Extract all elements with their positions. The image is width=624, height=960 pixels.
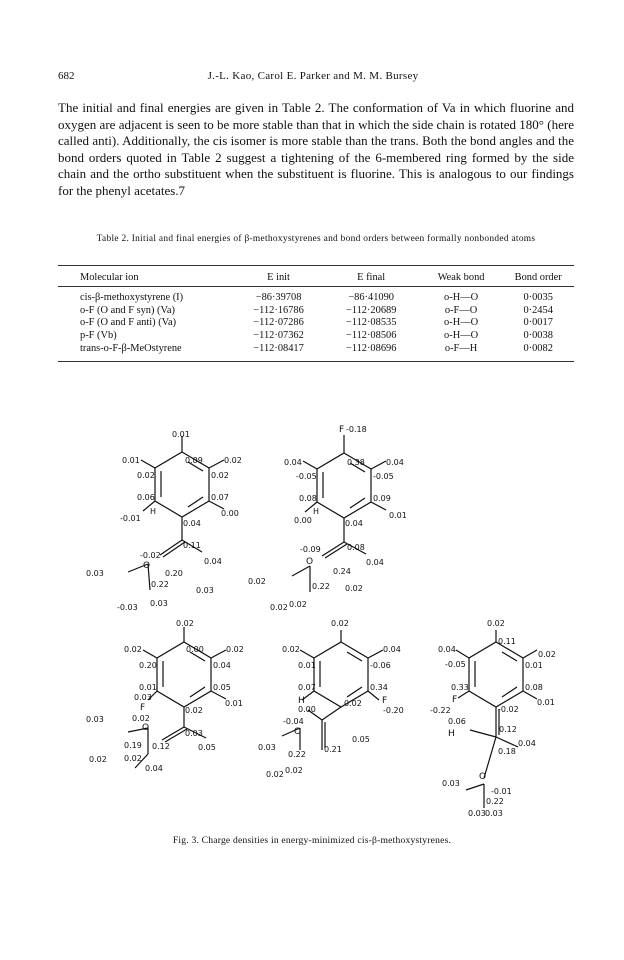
table-cell: −112·07362 — [253, 329, 304, 341]
label: -0.05 — [373, 472, 394, 481]
label: 0.02 — [185, 706, 203, 715]
label: -0.02 — [140, 551, 161, 560]
label: 0.02 — [248, 577, 266, 586]
label: 0.11 — [498, 637, 516, 646]
table-cell: −112·08696 — [345, 342, 397, 354]
label: 0.38 — [347, 458, 365, 467]
label: 0.04 — [183, 519, 201, 528]
table-cell: o-H—O — [444, 329, 479, 341]
table-cell: p-F (Vb) — [80, 329, 117, 341]
label: 0.04 — [518, 739, 536, 748]
label: 0.02 — [487, 619, 505, 628]
label: -0.05 — [445, 660, 466, 669]
label: 0.11 — [183, 541, 201, 550]
label: 0.06 — [448, 717, 466, 726]
label: F — [452, 695, 458, 705]
label: 0.03 — [86, 569, 104, 578]
label: -0.01 — [120, 514, 141, 523]
label: 0.04 — [438, 645, 456, 654]
table-cell: −86·41090 — [348, 291, 394, 303]
table-cell: 0·0038 — [523, 329, 553, 341]
table-row — [58, 305, 574, 318]
table-cell: trans-o-F-β-MeOstyrene — [80, 342, 182, 354]
label: 0.22 — [486, 797, 504, 806]
label: 0.02 — [89, 755, 107, 764]
col-header: Bond order — [502, 266, 574, 287]
label: O — [142, 723, 150, 733]
label: 0.08 — [347, 543, 365, 552]
table-cell: o-H—O — [444, 291, 479, 303]
label: 0.09 — [373, 494, 391, 503]
table-row — [58, 287, 574, 305]
label: 0.20 — [165, 569, 183, 578]
label: O — [306, 557, 314, 567]
label: 0.02 — [270, 603, 288, 612]
label: 0.33 — [451, 683, 469, 692]
label: 0.19 — [124, 741, 142, 750]
table-cell: −112·08506 — [345, 329, 397, 341]
label: 0.18 — [498, 747, 516, 756]
table-cell: 0·2454 — [523, 304, 553, 316]
label: 0.12 — [499, 725, 517, 734]
label: -0.04 — [283, 717, 304, 726]
label: 0.02 — [289, 600, 307, 609]
table-cell: 0·0082 — [523, 342, 553, 354]
table-row — [58, 330, 574, 343]
label: O — [143, 561, 151, 571]
charge-density-figure — [0, 380, 624, 830]
label: 0.04 — [145, 764, 163, 773]
label: 0.02 — [345, 584, 363, 593]
col-header: Weak bond — [420, 266, 503, 287]
label: 0.03 — [134, 693, 152, 702]
molecule-1 — [86, 430, 242, 612]
label: 0.01 — [298, 661, 316, 670]
table-header-row — [58, 266, 574, 287]
col-header: E final — [323, 266, 420, 287]
label: 0.08 — [525, 683, 543, 692]
label: 0.09 — [185, 456, 203, 465]
body-paragraph: The initial and final energies are given in Table 2. The conformation of Va in which fluorine and oxygen are adjacent is seen to be more stable than that in which the side chain is rotated 180° (here called anti). Additionally, the cis isomer is more stable than the trans. Both the bond angles and the bond orders quoted in Table 2 suggest a tightening of the 6-membered ring formed by the side chain and the ortho substituent when the substituent is fluorine. This is analogous to our findings for the phenyl acetates.7 — [58, 100, 574, 198]
label: -0.06 — [370, 661, 391, 670]
label: 0.02 — [132, 714, 150, 723]
table-caption: Table 2. Initial and final energies of β-methoxystyrenes and bond orders between formally nonbonded atoms — [96, 234, 536, 244]
label: 0.04 — [383, 645, 401, 654]
label: 0.22 — [312, 582, 330, 591]
label: H — [448, 729, 455, 739]
table-cell: −112·07286 — [253, 317, 304, 329]
label: -0.20 — [383, 706, 404, 715]
label: -0.18 — [346, 425, 367, 434]
author-line: J.-L. Kao, Carol E. Parker and M. M. Bursey — [207, 70, 419, 82]
label: 0.02 — [266, 770, 284, 779]
col-header: Molecular ion — [58, 266, 235, 287]
label: H — [298, 696, 305, 706]
col-header: E init — [235, 266, 323, 287]
label: O — [479, 772, 487, 782]
table-cell: −112·20689 — [345, 304, 397, 316]
label: 0.04 — [213, 661, 231, 670]
label: F — [382, 696, 388, 706]
label: 0.34 — [370, 683, 388, 692]
label: 0.02 — [124, 754, 142, 763]
label: 0.03 — [258, 743, 276, 752]
label: 0.02 — [282, 645, 300, 654]
label: 0.12 — [152, 742, 170, 751]
table-cell: 0·0035 — [523, 291, 553, 303]
label: 0.04 — [204, 557, 222, 566]
label: 0.02 — [331, 619, 349, 628]
label: 0.01 — [172, 430, 190, 439]
label: 0.02 — [224, 456, 242, 465]
table-cell: o-F—H — [444, 342, 478, 354]
label: 0.02 — [344, 699, 362, 708]
molecule-5 — [430, 619, 556, 818]
label: O — [294, 727, 302, 737]
label: 0.04 — [386, 458, 404, 467]
table-cell: o-F—O — [444, 304, 478, 316]
label: 0.00 — [294, 516, 312, 525]
molecule-4 — [258, 619, 404, 779]
label: 0.03 — [185, 729, 203, 738]
label: 0.08 — [299, 494, 317, 503]
label: 0.03 — [442, 779, 460, 788]
label: 0.05 — [198, 743, 216, 752]
label: 0.07 — [298, 683, 316, 692]
label: 0.02 — [285, 766, 303, 775]
label: 0.02 — [538, 650, 556, 659]
table-cell: 0·0017 — [523, 317, 553, 329]
label: 0.02 — [124, 645, 142, 654]
label: 0.02 — [137, 471, 155, 480]
molecule-2 — [248, 425, 407, 612]
label: F — [339, 425, 345, 435]
label: 0.01 — [225, 699, 243, 708]
label: H — [150, 507, 157, 516]
label: -0.05 — [296, 472, 317, 481]
label: 0.06 — [137, 493, 155, 502]
table-cell: −112·16786 — [253, 304, 304, 316]
label: 0.04 — [366, 558, 384, 567]
figure-caption: Fig. 3. Charge densities in energy-minimized cis-β-methoxystyrenes. — [172, 835, 452, 846]
table-cell: −86·39708 — [255, 291, 302, 303]
table-row — [58, 317, 574, 330]
table-cell: −112·08535 — [345, 317, 397, 329]
label: 0.05 — [352, 735, 370, 744]
label: 0.22 — [151, 580, 169, 589]
label: 0.00 — [298, 705, 316, 714]
label: 0.01 — [122, 456, 140, 465]
label: 0.01 — [389, 511, 407, 520]
label: 0.02 — [211, 471, 229, 480]
label: 0.03 — [86, 715, 104, 724]
table-cell: cis-β-methoxystyrene (I) — [80, 291, 184, 303]
label: 0.22 — [288, 750, 306, 759]
label: 0.21 — [324, 745, 342, 754]
table-cell: o-F (O and F syn) (Va) — [80, 304, 175, 316]
label: -0.02 — [498, 705, 519, 714]
label: 0.00 — [221, 509, 239, 518]
label: 0.03 — [196, 586, 214, 595]
label: 0.03 — [468, 809, 486, 818]
label: H — [313, 507, 320, 516]
label: 0.00 — [186, 645, 204, 654]
label: 0.20 — [139, 661, 157, 670]
label: 0.01 — [537, 698, 555, 707]
label: 0.02 — [226, 645, 244, 654]
label: 0.24 — [333, 567, 351, 576]
label: 0.04 — [345, 519, 363, 528]
energies-table — [58, 265, 574, 363]
label: 0.03 — [150, 599, 168, 608]
label: 0.04 — [284, 458, 302, 467]
molecule-3 — [86, 619, 244, 773]
label: F — [140, 703, 146, 713]
table-row — [58, 343, 574, 362]
table-cell: −112·08417 — [253, 342, 304, 354]
label: -0.09 — [300, 545, 321, 554]
table-cell: o-H—O — [444, 317, 479, 329]
label: 0.03 — [485, 809, 503, 818]
page-number: 682 — [58, 70, 75, 82]
label: -0.01 — [491, 787, 512, 796]
label: 0.05 — [213, 683, 231, 692]
label: -0.03 — [117, 603, 138, 612]
label: 0.02 — [176, 619, 194, 628]
label: 0.01 — [139, 683, 157, 692]
table-cell: o-F (O and F anti) (Va) — [80, 317, 177, 329]
label: 0.07 — [211, 493, 229, 502]
label: 0.01 — [525, 661, 543, 670]
label: -0.22 — [430, 706, 451, 715]
